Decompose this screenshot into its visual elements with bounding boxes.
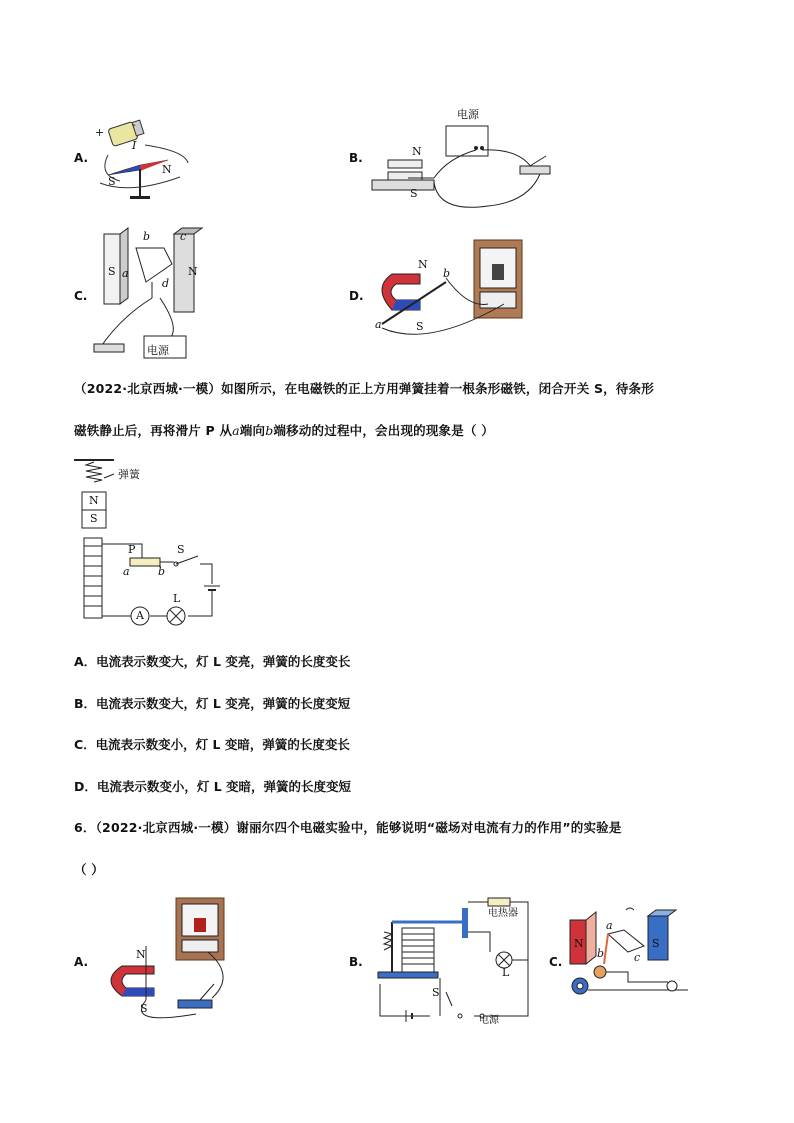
q5-option-a[interactable]: A．电流表示数变大，灯 L 变亮，弹簧的长度变长 — [74, 654, 351, 669]
q6c-n: N — [574, 937, 584, 950]
q4-option-b-label[interactable]: B. — [349, 151, 363, 165]
q4a-plus: + — [95, 126, 105, 139]
q6b-heater: 电热器 — [488, 908, 518, 919]
q6b-lamp: L — [502, 966, 510, 979]
q5-option-c[interactable]: C．电流表示数变小，灯 L 变暗，弹簧的长度变长 — [74, 737, 350, 752]
q6a-n: N — [136, 948, 146, 961]
q6-option-a-label[interactable]: A. — [74, 955, 89, 969]
q6-figure-a — [96, 896, 246, 1021]
q4c-n: N — [188, 265, 198, 278]
q4c-power: 电源 — [147, 344, 169, 357]
q5-magnet-s: S — [90, 512, 98, 525]
q4d-b: b — [443, 267, 451, 280]
q5-line2-mid: 端向 — [239, 423, 266, 438]
q4a-n: N — [162, 163, 172, 176]
q6-figure-c — [568, 904, 688, 1004]
q6c-s: S — [652, 937, 660, 950]
q5-option-b[interactable]: B．电流表示数变大，灯 L 变亮，弹簧的长度变短 — [74, 696, 351, 711]
q5-line1-text: （2022·北京西城·一模）如图所示，在电磁铁的正上方用弹簧挂着一根条形磁铁，闭合开关 S，待条形 — [74, 381, 654, 396]
q6-line2: （ ） — [74, 862, 104, 877]
q6c-c: c — [634, 951, 641, 964]
q5-end-a: a — [123, 565, 130, 578]
q4-option-d-label[interactable]: D. — [349, 289, 364, 303]
q4c-c: c — [180, 230, 187, 243]
q6-line1: 6．（2022·北京西城·一模）谢丽尔四个电磁实验中，能够说明“磁场对电流有力的作用”的实验是 — [74, 820, 622, 835]
q5-var-b: b — [265, 423, 274, 438]
q6b-switch: S — [432, 986, 440, 999]
q6-option-c-label[interactable]: C. — [549, 955, 563, 969]
q5-switch-s: S — [177, 543, 185, 556]
q4-figure-d — [368, 238, 528, 348]
q4-figure-a — [90, 115, 200, 205]
q4d-a: a — [375, 318, 382, 331]
q4b-s: S — [410, 187, 418, 200]
q5-magnet-n: N — [89, 494, 99, 507]
q5-line2-pre: 磁铁静止后，再将滑片 P 从 — [74, 423, 233, 438]
q5-var-a: a — [232, 423, 240, 438]
q5-ammeter: A — [136, 609, 144, 622]
q4a-minus: - — [132, 118, 136, 131]
q4c-s: S — [108, 265, 116, 278]
q6-option-b-label[interactable]: B. — [349, 955, 363, 969]
q4c-a: a — [122, 267, 129, 280]
q4-option-c-label[interactable]: C. — [74, 289, 88, 303]
q5-option-d[interactable]: D．电流表示数变小，灯 L 变暗，弹簧的长度变短 — [74, 779, 352, 794]
q4c-d: d — [162, 277, 170, 290]
q6c-a: a — [606, 919, 613, 932]
q6b-power: 电源 — [479, 1015, 499, 1026]
q5-end-b: b — [158, 565, 166, 578]
q4d-s: S — [416, 320, 424, 333]
q5-slider-p: P — [128, 543, 136, 556]
q5-line1 — [74, 379, 654, 397]
q4b-power: 电源 — [457, 108, 479, 121]
q6c-b: b — [597, 947, 605, 960]
q6a-s: S — [140, 1002, 148, 1015]
q4b-n: N — [412, 145, 422, 158]
q5-circuit-figure — [70, 456, 240, 626]
q4a-s: S — [108, 175, 116, 188]
q4d-n: N — [418, 258, 428, 271]
q4c-b: b — [143, 230, 151, 243]
q5-line2 — [74, 421, 494, 439]
q5-spring-label: 弹簧 — [118, 468, 140, 481]
q4-option-a-label[interactable]: A. — [74, 151, 89, 165]
q4-figure-b — [368, 118, 568, 213]
q5-lamp-l: L — [173, 592, 181, 605]
q4a-current: I — [132, 139, 137, 152]
q5-line2-post: 端移动的过程中，会出现的现象是（ ） — [273, 423, 494, 438]
